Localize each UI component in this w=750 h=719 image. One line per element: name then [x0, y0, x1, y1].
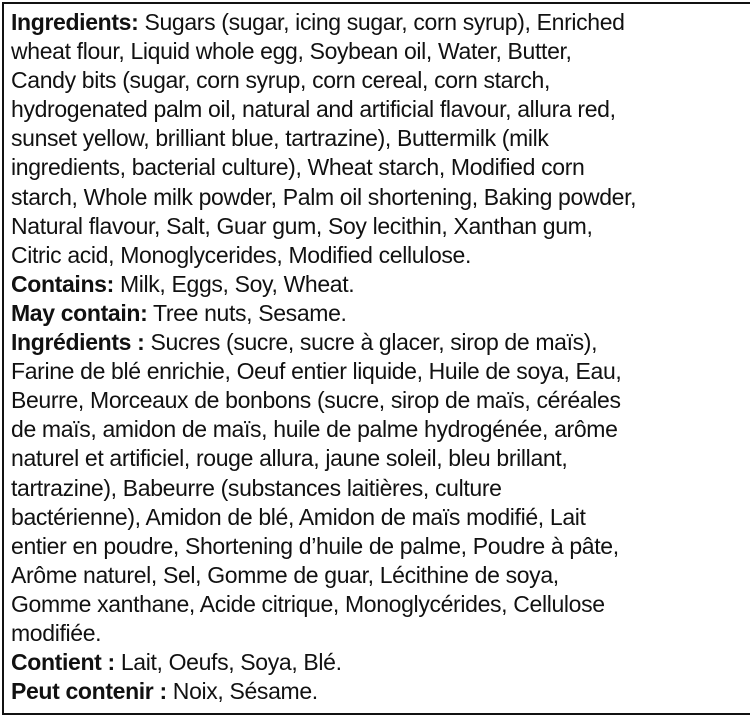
contains-heading: Contains:	[11, 270, 114, 297]
may-contain-heading-fr: Peut contenir :	[11, 678, 167, 705]
ingredients-line: modifiée.	[11, 619, 102, 646]
ingredients-line: Beurre, Morceaux de bonbons (sucre, sirop de maïs, céréales	[11, 387, 621, 414]
contains-statement	[11, 270, 747, 299]
ingredients-line	[11, 328, 747, 357]
ingredients-line: starch, Whole milk powder, Palm oil shortening, Baking powder,	[11, 183, 637, 210]
ingredients-text: Sugars (sugar, icing sugar, corn syrup), Enriched	[138, 9, 625, 35]
may-contain-text: Tree nuts, Sesame.	[147, 299, 347, 326]
contains-text-fr: Lait, Oeufs, Soya, Blé.	[114, 649, 342, 676]
contains-heading-fr: Contient :	[11, 649, 115, 676]
french-ingredients-section	[11, 328, 747, 648]
contains-text: Milk, Eggs, Soy, Wheat.	[113, 270, 355, 297]
ingredients-line: Citric acid, Monoglycerides, Modified cellulose.	[11, 241, 472, 268]
ingredients-line	[11, 8, 747, 37]
ingredients-line: sunset yellow, brilliant blue, tartrazine), Buttermilk (milk	[11, 125, 549, 152]
ingredients-line: ingredients, bacterial culture), Wheat starch, Modified corn	[11, 154, 585, 181]
may-contain-statement-fr	[11, 677, 747, 706]
ingredients-line: hydrogenated palm oil, natural and artificial flavour, allura red,	[11, 96, 616, 123]
english-ingredients-section	[11, 8, 747, 270]
may-contain-heading: May contain:	[11, 299, 148, 326]
ingredients-label-panel	[2, 2, 750, 715]
ingredients-line: wheat flour, Liquid whole egg, Soybean oil, Water, Butter,	[11, 38, 572, 65]
ingredients-heading-fr: Ingrédients :	[11, 329, 145, 356]
ingredients-line: entier en poudre, Shortening d’huile de palme, Poudre à pâte,	[11, 532, 619, 559]
ingredients-line: Farine de blé enrichie, Oeuf entier liquide, Huile de soya, Eau,	[11, 358, 622, 385]
ingredients-text-fr: Sucres (sucre, sucre à glacer, sirop de maïs),	[144, 329, 598, 356]
ingredients-line: bactérienne), Amidon de blé, Amidon de maïs modifié, Lait	[11, 503, 586, 530]
ingredients-line: Gomme xanthane, Acide citrique, Monoglycérides, Cellulose	[11, 590, 605, 617]
ingredients-line: Natural flavour, Salt, Guar gum, Soy lecithin, Xanthan gum,	[11, 212, 593, 239]
may-contain-statement	[11, 299, 747, 328]
ingredients-heading: Ingredients:	[11, 9, 139, 35]
ingredients-line: naturel et artificiel, rouge allura, jaune soleil, bleu brillant,	[11, 445, 568, 472]
ingredients-line: tartrazine), Babeurre (substances laitières, culture	[11, 474, 502, 501]
contains-statement-fr	[11, 648, 747, 677]
ingredients-line: de maïs, amidon de maïs, huile de palme hydrogénée, arôme	[11, 416, 618, 443]
ingredients-line: Candy bits (sugar, corn syrup, corn cereal, corn starch,	[11, 67, 551, 94]
may-contain-text-fr: Noix, Sésame.	[166, 678, 318, 705]
ingredients-line: Arôme naturel, Sel, Gomme de guar, Lécithine de soya,	[11, 561, 559, 588]
